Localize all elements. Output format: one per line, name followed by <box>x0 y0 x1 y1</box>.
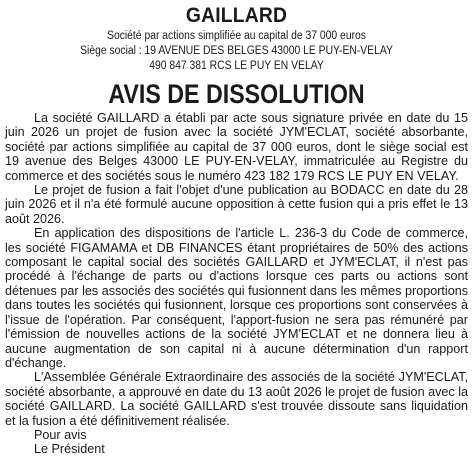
company-name: GAILLARD <box>185 4 288 27</box>
notice-title: AVIS DE DISSOLUTION <box>108 79 365 109</box>
signatory: Le Président <box>34 442 105 457</box>
paragraph-general-assembly: L'Assemblée Générale Extraordinaire des associés de la société JYM'ECLAT, société absorbante, a approuvé en date du 13 août 2026 le projet de fusion avec la société GAILLARD. La société GAILLARD s'est trouvée dissoute sans liquidation et la fusion a été définitivement réalisée. <box>5 370 468 428</box>
registered-office: Siège social : 19 AVENUE DES BELGES 43000 LE PUY-EN-VELAY <box>80 45 393 57</box>
company-legal-form: Société par actions simplifiée au capital de 37 000 euros <box>107 30 366 42</box>
paragraph-fusion-project: La société GAILLARD a établi par acte sous signature privée en date du 15 juin 2026 un projet de fusion avec la société JYM'ECLAT, société absorbante, société par actions simplifiée au capital de 37 000 euros, dont le siège social est 19 avenue des Belges 43000 LE PUY-EN-VELAY, immatriculée au Registre du commerce et des sociétés sous le numéro 423 182 179 RCS LE PUY EN VELAY. <box>5 111 468 183</box>
registration-number: 490 847 381 RCS LE PUY EN VELAY <box>149 60 324 72</box>
paragraph-bodacc-publication: Le projet de fusion a fait l'objet d'une publication au BODACC en date du 28 juin 2026 et il n'a été formulé aucune opposition à cette fusion qui a pris effet le 13 août 2026. <box>5 183 468 226</box>
company-details <box>5 29 468 74</box>
notice-body <box>5 111 468 428</box>
closing-formula: Pour avis <box>34 427 87 442</box>
paragraph-legal-application: En application des dispositions de l'article L. 236-3 du Code de commerce, les société FIGAMAMA et DB FINANCES étant propriétaires de 50% des actions composant le capital social des sociétés GAILLARD et JYM'ECLAT, il n'est pas procédé à l'échange de parts ou d'actions lorsque ces parts ou actions sont détenues par les associés des sociétés qui fusionnent dans les mêmes proportions dans toutes les sociétés qui fusionnent, lorsque ces proportions sont conservées à l'issue de l'opération. Par conséquent, l'apport-fusion ne sera pas rémunéré par l'émission de nouvelles actions de la société JYM'ECLAT et ne donnera lieu à aucune augmentation de son capital ni à aucune détermination d'un rapport d'échange. <box>5 226 468 370</box>
